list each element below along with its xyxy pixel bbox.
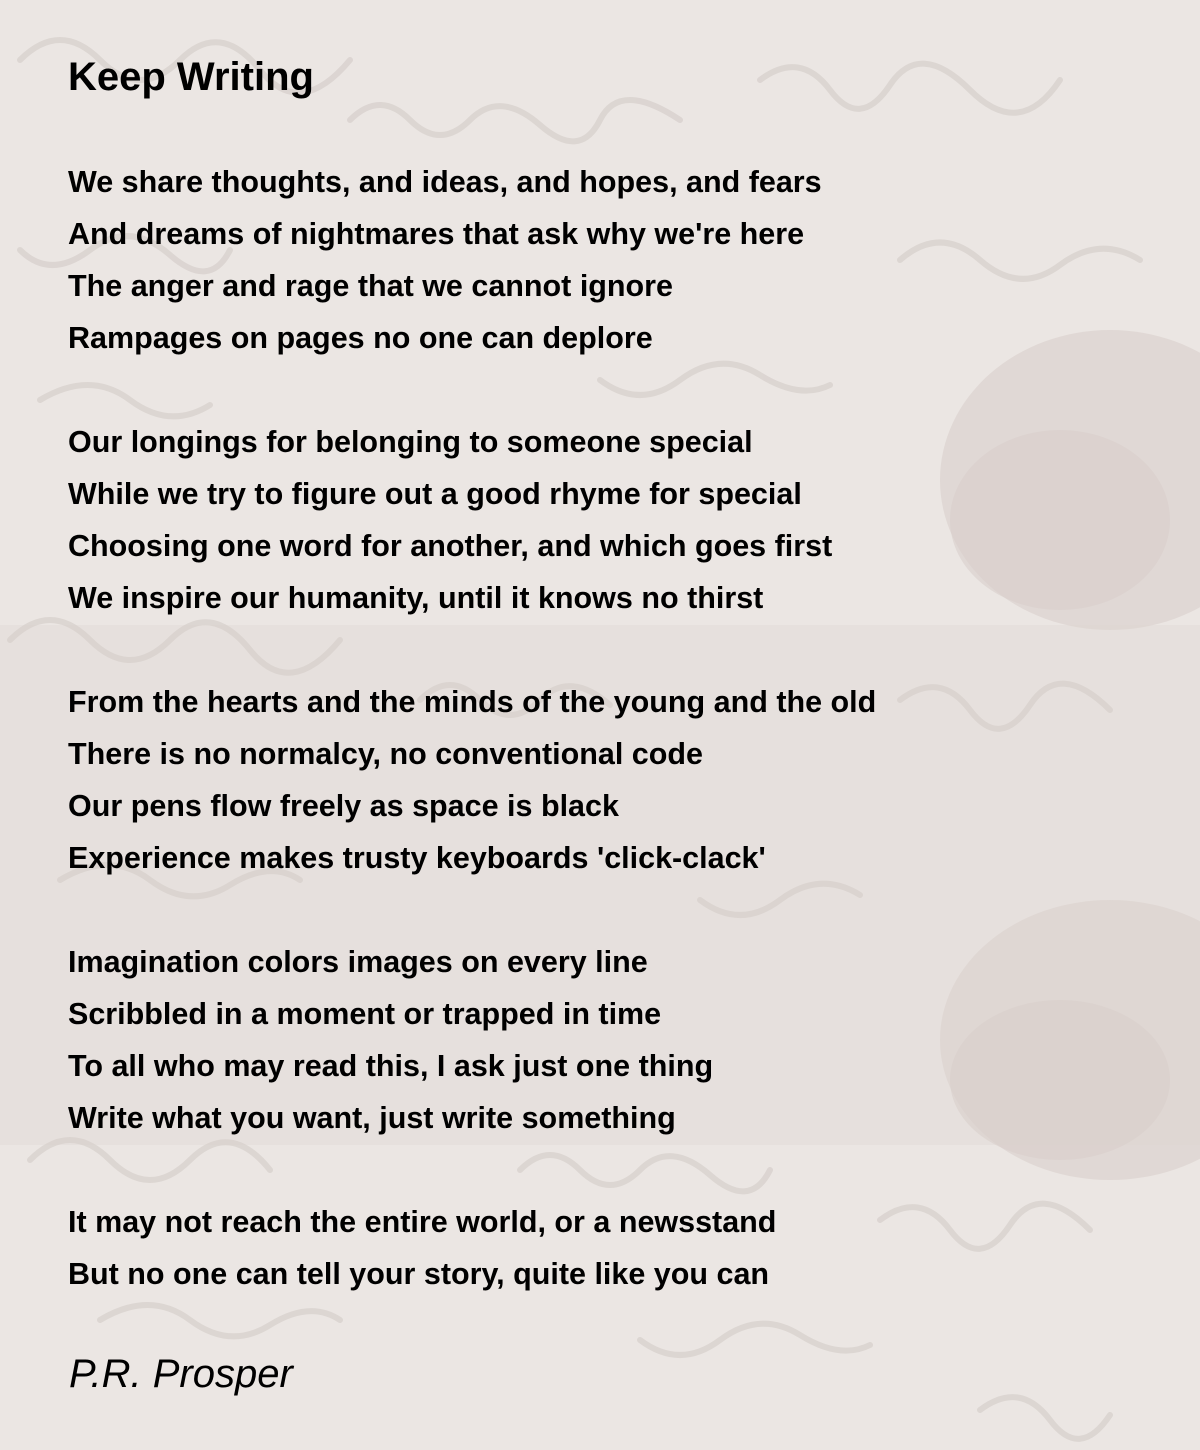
poem-line: Choosing one word for another, and which goes first — [68, 529, 833, 563]
poem-line: We share thoughts, and ideas, and hopes, and fears — [68, 165, 822, 199]
poem-line: It may not reach the entire world, or a newsstand — [68, 1205, 777, 1239]
poem-line: The anger and rage that we cannot ignore — [68, 269, 674, 303]
poem-author: P.R. Prosper — [69, 1352, 293, 1396]
poem-title: Keep Writing — [68, 55, 314, 99]
poem-line: From the hearts and the minds of the young and the old — [68, 685, 877, 719]
poem-line: There is no normalcy, no conventional code — [68, 737, 703, 771]
poem-line: Our pens flow freely as space is black — [68, 789, 619, 823]
poem-line: Write what you want, just write something — [68, 1101, 676, 1135]
stanza-4 — [68, 936, 1148, 1144]
poem-content — [68, 50, 1148, 1352]
poem-line: And dreams of nightmares that ask why we're here — [68, 217, 805, 251]
poem-line: Our longings for belonging to someone special — [68, 425, 753, 459]
stanza-1 — [68, 156, 1148, 364]
poem-line: Scribbled in a moment or trapped in time — [68, 997, 662, 1031]
poem-line: To all who may read this, I ask just one thing — [68, 1049, 714, 1083]
poem-line: Rampages on pages no one can deplore — [68, 321, 653, 355]
poem-line: Imagination colors images on every line — [68, 945, 648, 979]
poem-line: While we try to figure out a good rhyme for special — [68, 477, 802, 511]
stanza-2 — [68, 416, 1148, 624]
poem-line: But no one can tell your story, quite like you can — [68, 1257, 770, 1291]
poem-line: We inspire our humanity, until it knows no thirst — [68, 581, 764, 615]
poem-line: Experience makes trusty keyboards 'click-clack' — [68, 841, 766, 875]
stanza-5 — [68, 1196, 1148, 1300]
stanza-3 — [68, 676, 1148, 884]
